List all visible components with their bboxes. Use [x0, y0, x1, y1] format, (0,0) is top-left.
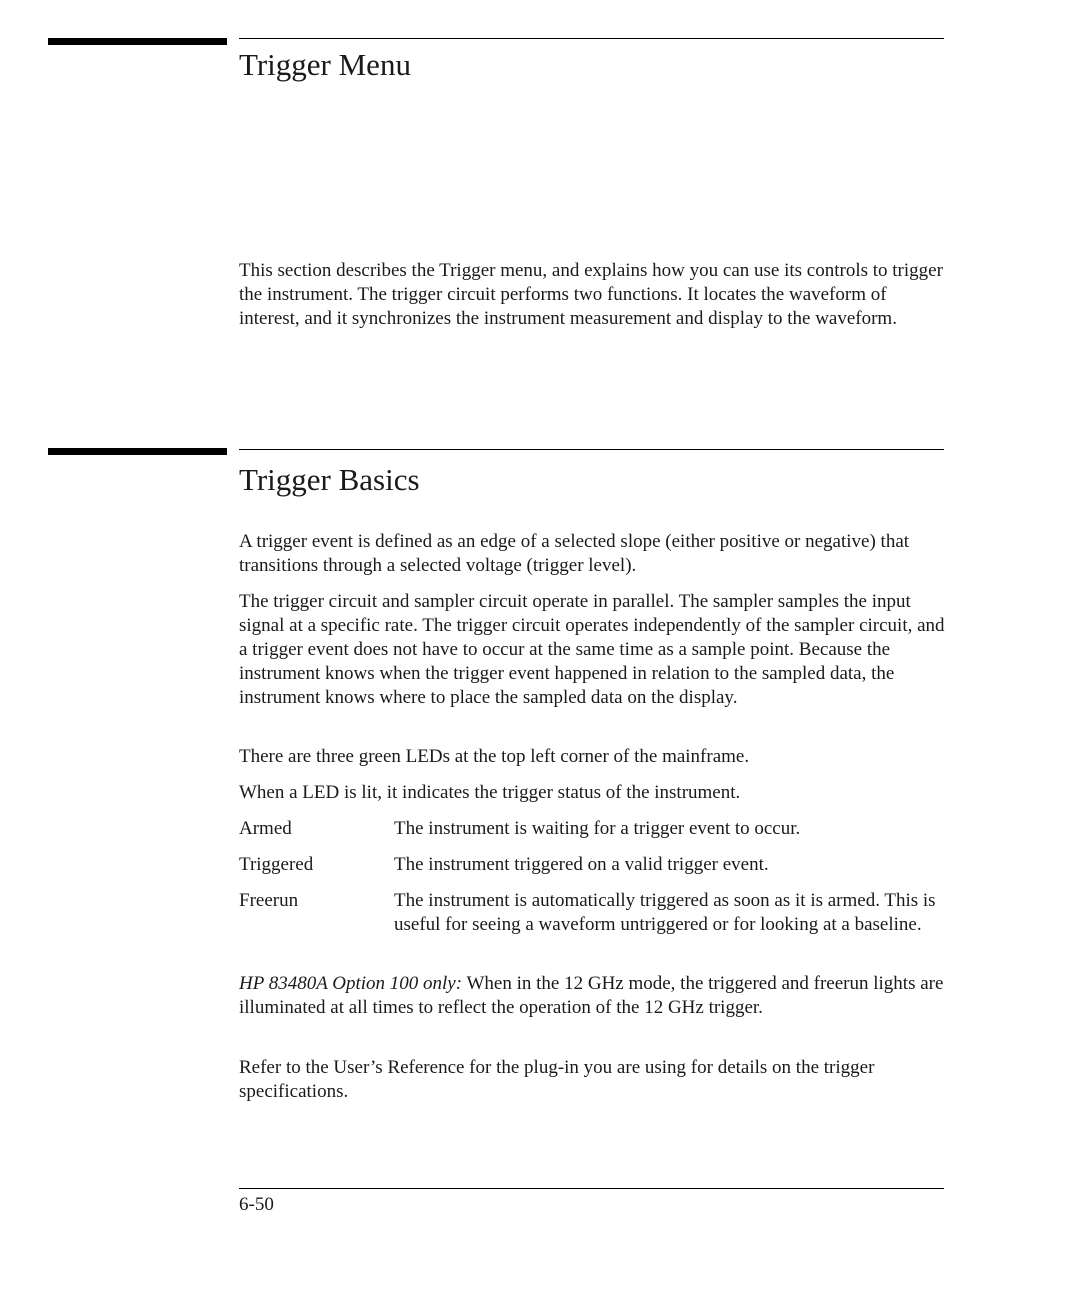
- led-term-triggered: Triggered: [239, 854, 314, 875]
- option-note-text: When in the 12 GHz mode, the triggered and freerun lights are illuminated at all times to reflect the operation of the 12 GHz trigger.: [239, 973, 944, 1018]
- reference-note-paragraph: Refer to the User’s Reference for the plug-in you are using for details on the trigger specifications.: [239, 1057, 875, 1102]
- paragraph-led-lit: When a LED is lit, it indicates the trigger status of the instrument.: [239, 782, 741, 803]
- paragraph-trigger-circuit: The trigger circuit and sampler circuit operate in parallel. The sampler samples the input signal at a specific rate. The trigger circuit operates independently of the sampler circuit, and a trigger event does not have to occur at the same time as a sample point. Because the instrument knows when the trigger event happened in relation to the sampled data, the instrument knows where to place the sampled data on the display.: [239, 591, 945, 708]
- section-rule: [239, 449, 944, 450]
- paragraph-trigger-event: A trigger event is defined as an edge of a selected slope (either positive or negative) that transitions through a selected voltage (trigger level).: [239, 531, 910, 576]
- section-marker-bar: [48, 38, 227, 45]
- led-desc-freerun: The instrument is automatically triggered as soon as it is armed. This is useful for seeing a waveform untriggered or for looking at a baseline.: [394, 890, 936, 935]
- led-term-freerun: Freerun: [239, 890, 299, 911]
- led-desc-armed: The instrument is waiting for a trigger event to occur.: [394, 818, 801, 839]
- led-desc-triggered: The instrument triggered on a valid trigger event.: [394, 854, 769, 875]
- footer-rule: [239, 1188, 944, 1189]
- led-term-armed: Armed: [239, 818, 292, 839]
- paragraph-green-leds: There are three green LEDs at the top left corner of the mainframe.: [239, 746, 750, 767]
- option-note-paragraph: [239, 972, 951, 1020]
- option-note-label: HP 83480A Option 100 only:: [239, 973, 463, 994]
- section-title-trigger-menu: Trigger Menu: [239, 47, 411, 82]
- section-rule: [239, 38, 944, 39]
- intro-paragraph: This section describes the Trigger menu, and explains how you can use its controls to trigger the instrument. The trigger circuit performs two functions. It locates the waveform of interest, and it synchronizes the instrument measurement and display to the waveform.: [239, 260, 943, 329]
- section-marker-bar: [48, 448, 227, 455]
- section-title-trigger-basics: Trigger Basics: [239, 462, 420, 497]
- page-number: 6-50: [239, 1194, 274, 1215]
